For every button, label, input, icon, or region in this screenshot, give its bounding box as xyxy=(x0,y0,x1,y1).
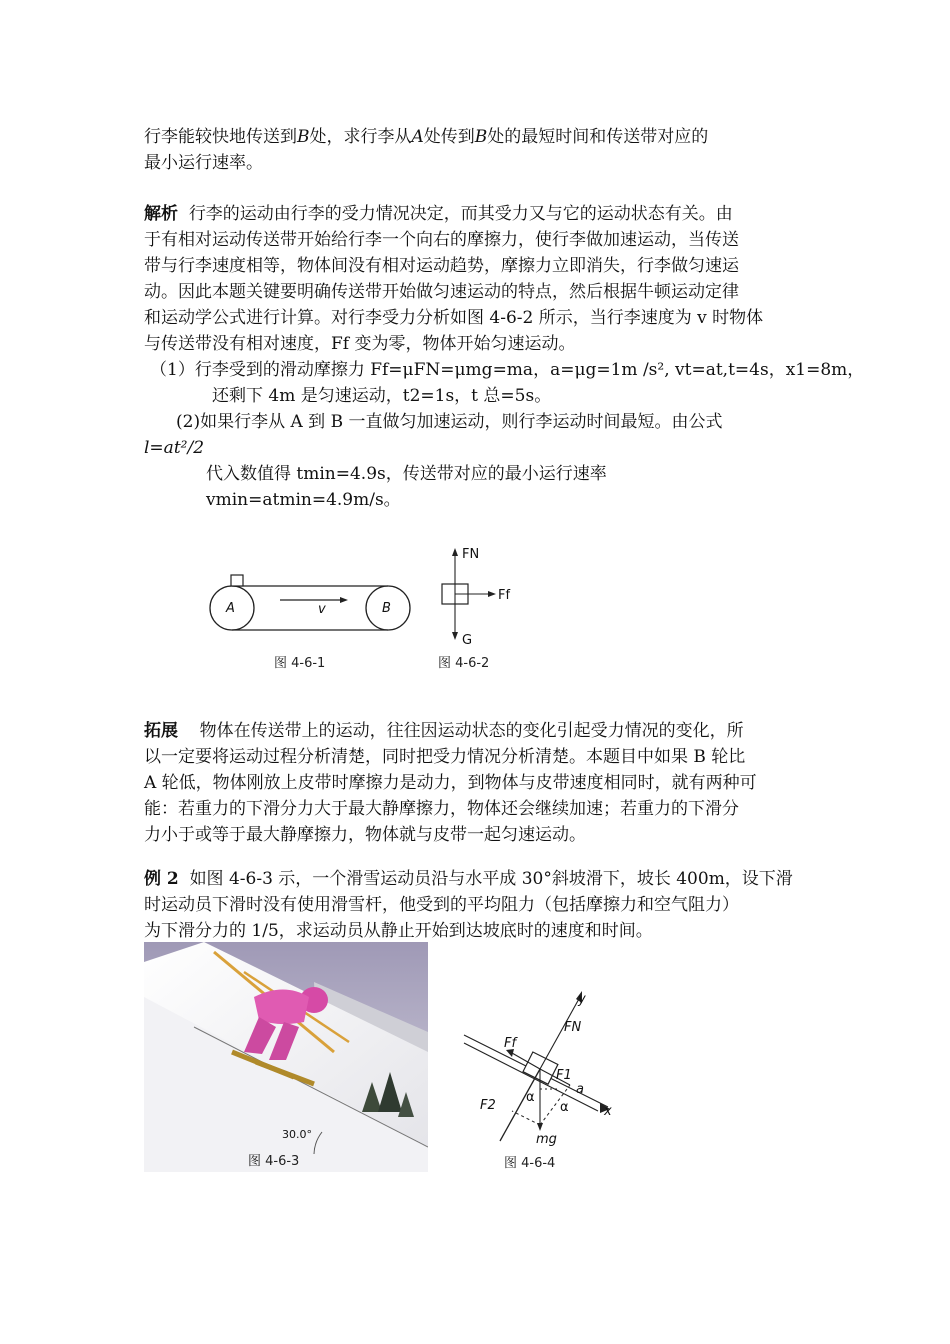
angle-label: 30.0° xyxy=(282,1128,312,1141)
analysis-step-1: （1）行李受到的滑动摩擦力 Ff=μFN=μmg=ma，a=μg=1m /s², vt=at,t=4s，x1=8m， xyxy=(150,360,865,380)
extension-line-1: 拓展 物体在传送带上的运动，往往因运动状态的变化引起受力情况的变化，所 xyxy=(144,721,744,741)
velocity-label: v xyxy=(318,602,326,617)
mg-label: mg xyxy=(536,1132,557,1147)
intro-line-2: 最小运行速率。 xyxy=(144,153,263,173)
figure-4-6-4 xyxy=(460,985,620,1175)
fig2-caption: 图 4-6-2 xyxy=(438,656,490,671)
y-axis-label: y xyxy=(578,992,586,1007)
fn-label: FN xyxy=(462,547,480,562)
f2-label: F2 xyxy=(480,1098,496,1113)
g-label: G xyxy=(462,633,473,648)
fn-label-2: FN xyxy=(564,1020,582,1035)
x-axis-label: x xyxy=(604,1104,612,1119)
intro-line-1: 行李能较快地传送到B处，求行李从A处传到B处的最短时间和传送带对应的 xyxy=(144,127,709,147)
figure-4-6-3 xyxy=(144,942,428,1172)
example2-line-2: 时运动员下滑时没有使用滑雪杆，他受到的平均阻力（包括摩擦力和空气阻力） xyxy=(144,895,739,915)
analysis-line-3: 带与行李速度相等，物体间没有相对运动趋势，摩擦力立即消失，行李做匀速运 xyxy=(144,256,739,276)
analysis-line-6: 与传送带没有相对速度，Ff 变为零，物体开始匀速运动。 xyxy=(144,334,576,354)
f1-label: F1 xyxy=(556,1068,572,1083)
pulley-b-label: B xyxy=(382,601,391,616)
figure-4-6-2 xyxy=(430,540,540,680)
fig3-caption: 图 4-6-3 xyxy=(248,1154,300,1169)
example2-line-1: 例 2 如图 4-6-3 示，一个滑雪运动员沿与水平成 30°斜坡滑下，坡长 400m，设下滑 xyxy=(144,869,793,889)
extension-line-5: 力小于或等于最大静摩擦力，物体就与皮带一起匀速运动。 xyxy=(144,825,586,845)
analysis-line-2: 于有相对运动传送带开始给行李一个向右的摩擦力，使行李做加速运动，当传送 xyxy=(144,230,739,250)
extension-line-3: A 轮低，物体刚放上皮带时摩擦力是动力，到物体与皮带速度相同时，就有两种可 xyxy=(144,773,757,793)
fig1-caption: 图 4-6-1 xyxy=(274,656,326,671)
analysis-line-4: 动。因此本题关键要明确传送带开始做匀速运动的特点，然后根据牛顿运动定律 xyxy=(144,282,739,302)
pulley-a-label: A xyxy=(226,601,235,616)
example2-line-3: 为下滑分力的 1/5，求运动员从静止开始到达坡底时的速度和时间。 xyxy=(144,921,653,941)
alpha-label-2: α xyxy=(560,1100,569,1115)
analysis-step-4: vmin=atmin=4.9m/s。 xyxy=(206,490,401,510)
analysis-formula: l=at²/2 xyxy=(144,438,205,458)
analysis-line-5: 和运动学公式进行计算。对行李受力分析如图 4-6-2 所示，当行李速度为 v 时物体 xyxy=(144,308,764,328)
extension-line-4: 能：若重力的下滑分力大于最大静摩擦力，物体还会继续加速；若重力的下滑分 xyxy=(144,799,739,819)
example2-label: 例 2 xyxy=(144,869,179,889)
acceleration-label: a xyxy=(576,1082,584,1097)
fig4-caption: 图 4-6-4 xyxy=(504,1156,556,1171)
figure-4-6-1 xyxy=(200,540,430,680)
extension-line-2: 以一定要将运动过程分析清楚，同时把受力情况分析清楚。本题目中如果 B 轮比 xyxy=(144,747,746,767)
analysis-step-1b: 还剩下 4m 是匀速运动，t2=1s，t 总=5s。 xyxy=(212,386,552,406)
ff-label-2: Ff xyxy=(504,1036,517,1051)
analysis-label: 解析 xyxy=(144,204,178,224)
analysis-line-1: 解析 行李的运动由行李的受力情况决定，而其受力又与它的运动状态有关。由 xyxy=(144,204,733,224)
analysis-step-3: 代入数值得 tmin=4.9s，传送带对应的最小运行速率 xyxy=(206,464,607,484)
alpha-label-1: α xyxy=(526,1090,535,1105)
analysis-step-2: (2)如果行李从 A 到 B 一直做匀加速运动，则行李运动时间最短。由公式 xyxy=(176,412,723,432)
ff-label: Ff xyxy=(498,588,511,603)
extension-label: 拓展 xyxy=(144,721,178,741)
